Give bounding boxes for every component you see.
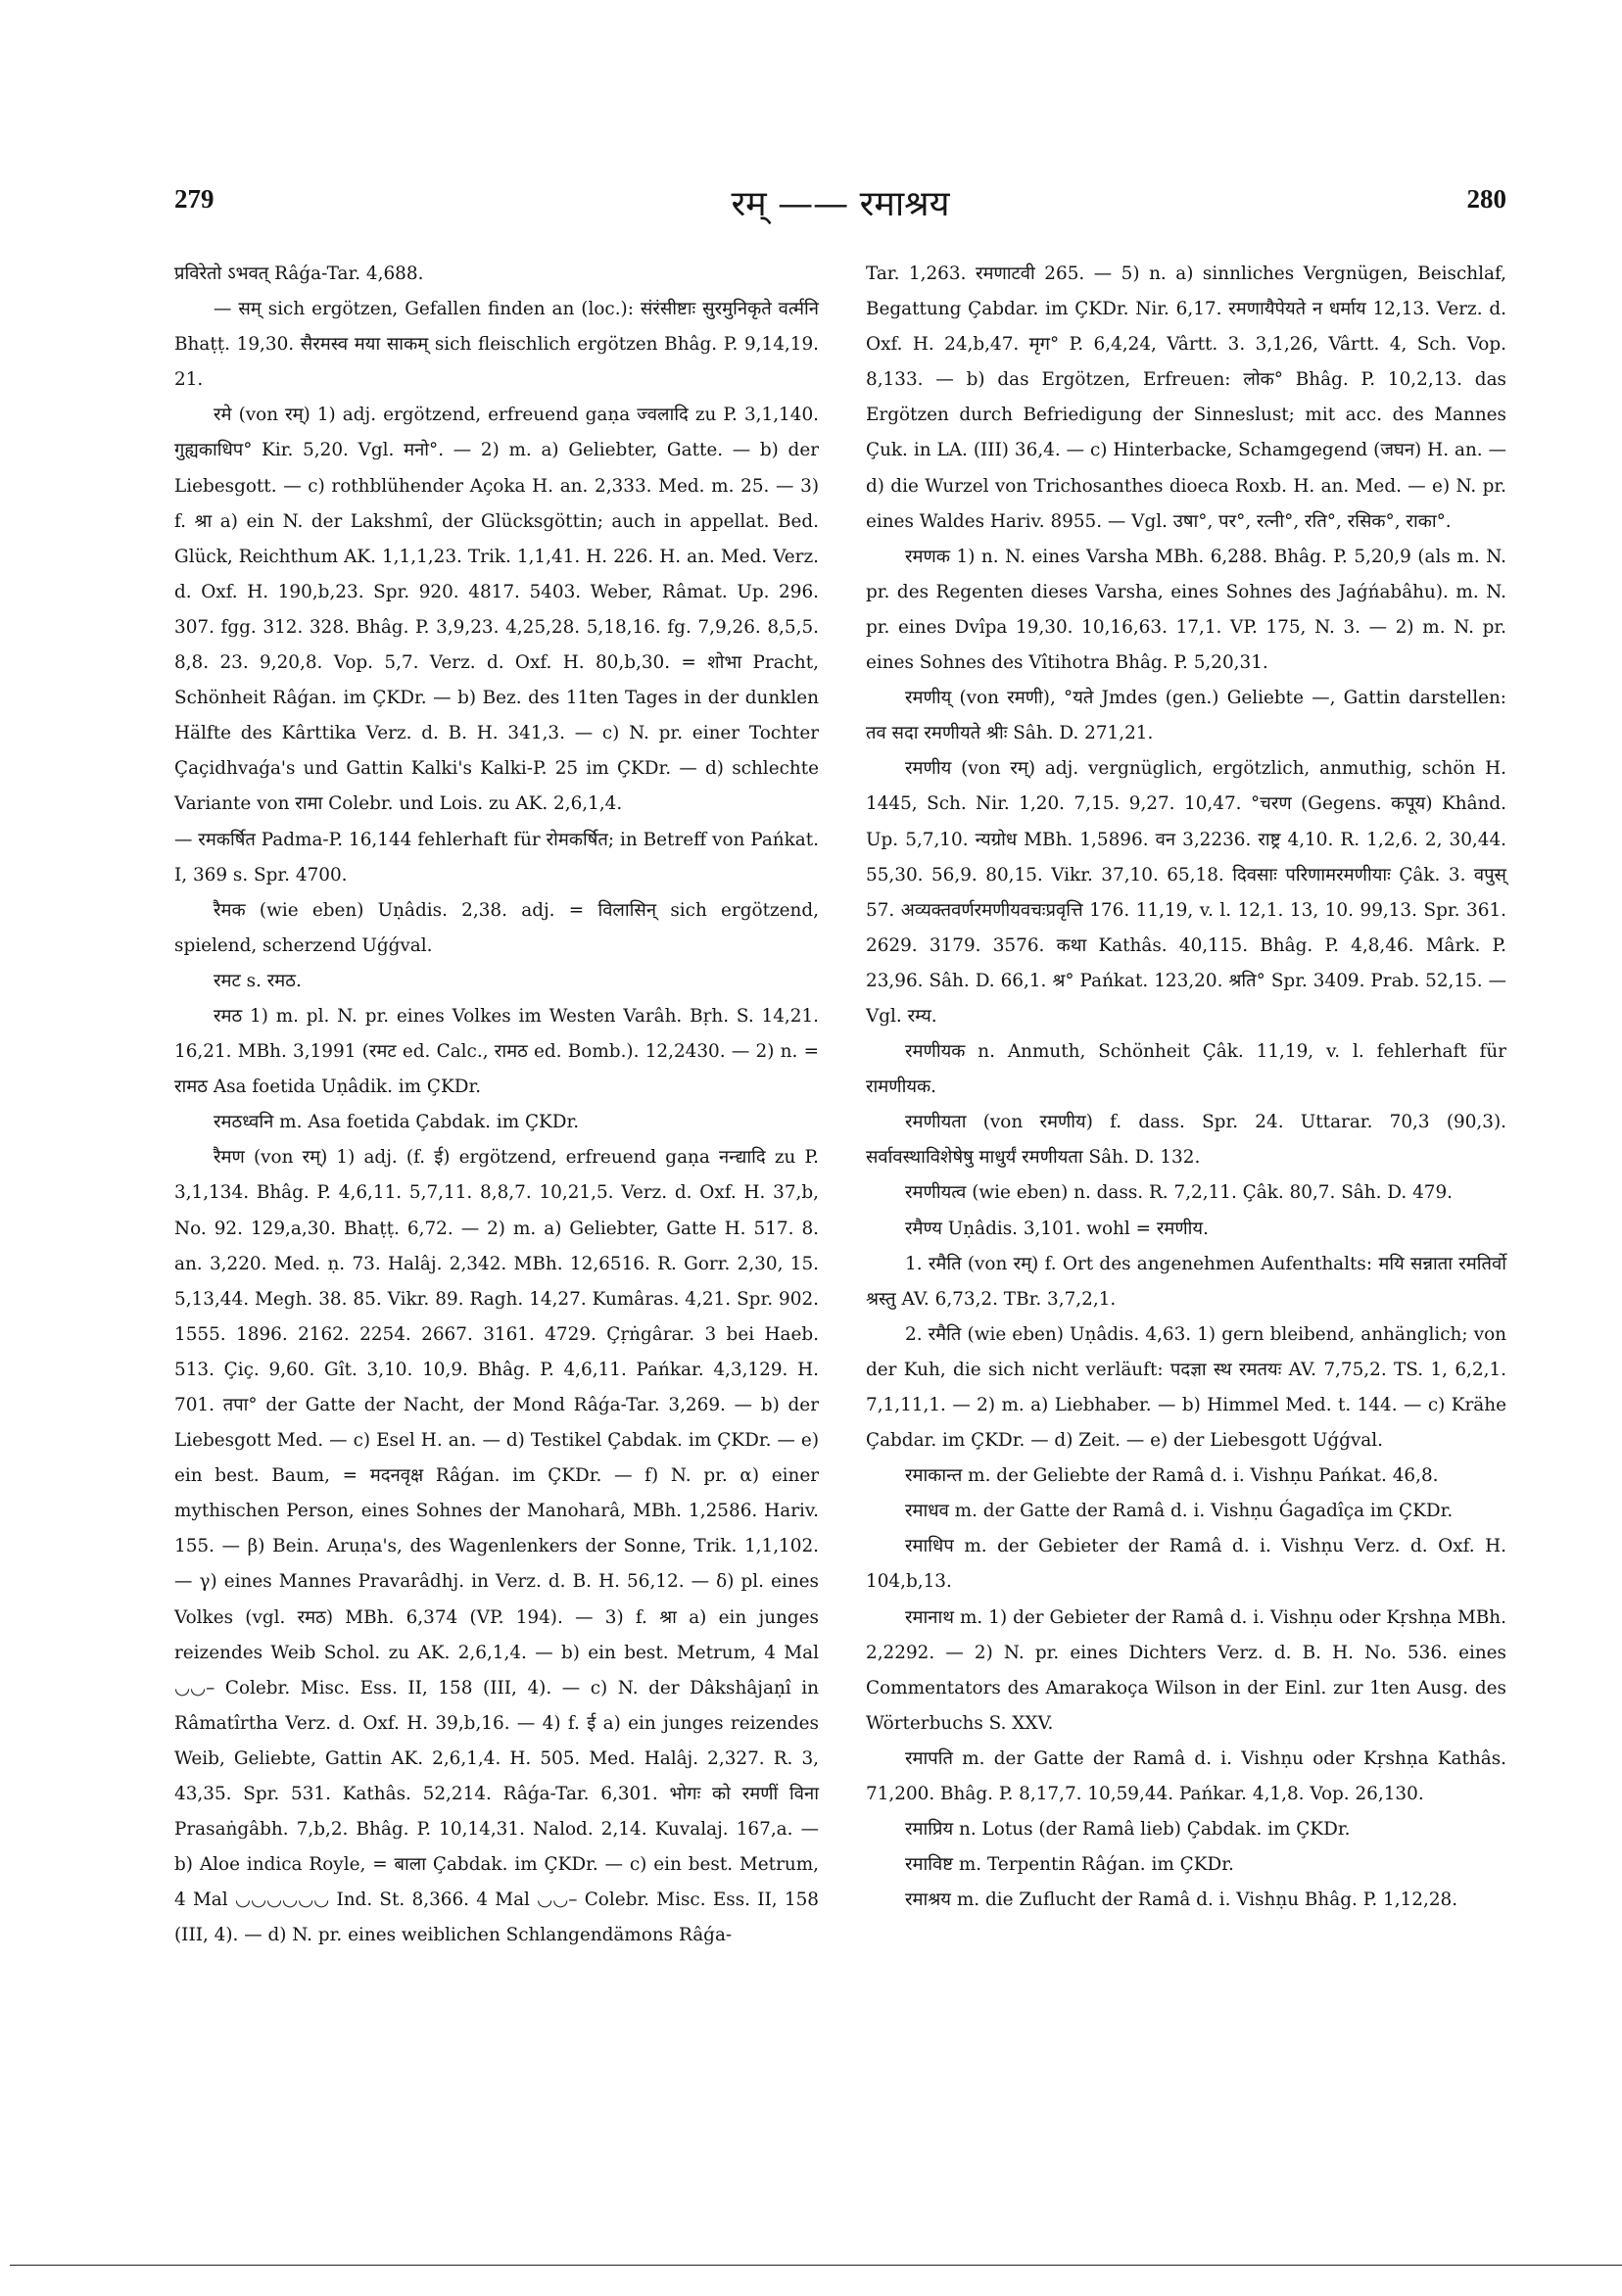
entry: रमणीय् (von रमणी), °यते Jmdes (gen.) Geliebte —, Gattin darstellen: तव सदा रमणीयते श्रीः Sâh. D. 271,21. — [866, 688, 1506, 744]
entry: — रमकर्षित Padma-P. 16,144 fehlerhaft für रोमकर्षित; in Betreff von Pańkat. I, 369 s. Spr. 4700. — [174, 829, 819, 885]
entry: Tar. 1,263. रमणाटवी 265. — 5) n. a) sinnliches Vergnügen, Beischlaf, Begattung Çabdar. im ÇKDr. Nir. 6,17. रमणायैपेयते न धर्माय 12,13. Verz. d. Oxf. H. 24,b,47. मृग° P. 6,4,24, Vârtt. 3. 3,1,26, Vârtt. 4, Sch. Vop. 8,133. — b) das Ergötzen, Erfreuen: लोक° Bhâg. P. 10,2,13. das Ergötzen durch Befriedigung der Sinneslust; mit acc. des Mannes Çuk. in LA. (III) 36,4. — c) Hinterbacke, Schamgegend (जघन) H. an. — d) die Wurzel von Trichosanthes dioeca Roxb. H. an. Med. — e) N. pr. eines Waldes Hariv. 8955. — Vgl. उषा°, पर°, रत्नी°, रति°, रसिक°, राका°. — [866, 263, 1506, 532]
entry: 2. रमैति (wie eben) Uṇâdis. 4,63. 1) gern bleibend, anhänglich; von der Kuh, die sich nicht verläuft: पदज्ञा स्थ रमतयः AV. 7,75,2. TS. 1, 6,2,1. 7,1,11,1. — 2) m. a) Liebhaber. — b) Himmel Med. t. 144. — c) Krähe Çabdar. im ÇKDr. — d) Zeit. — e) der Liebesgott Uǵǵval. — [866, 1323, 1506, 1452]
right-page-number: 280 — [1466, 184, 1506, 214]
entry: रमाधव m. der Gatte der Ramâ d. i. Vishṇu Ǵagadîça im ÇKDr. — [905, 1501, 1454, 1522]
entry: रमठध्वनि m. Asa foetida Çabdak. im ÇKDr. — [214, 1112, 580, 1133]
entry: रमणीयक n. Anmuth, Schönheit Çâk. 11,19, v. l. fehlerhaft für रामणीयक. — [866, 1041, 1506, 1098]
entry: रमाप्रिय n. Lotus (der Ramâ lieb) Çabdak. im ÇKDr. — [905, 1819, 1351, 1841]
entry: रैमण (von रम्) 1) adj. (f. ई) ergötzend, erfreuend gaṇa नन्द्यादि zu P. 3,1,134. Bhâg. P. 4,6,11. 5,7,11. 8,8,7. 10,21,5. Verz. d. Oxf. H. 37,b, No. 92. 129,a,30. Bhaṭṭ. 6,72. — 2) m. a) Geliebter, Gatte H. 517. 8. an. 3,220. Med. ṇ. 73. Halâj. 2,342. MBh. 12,6516. R. Gorr. 2,30, 15. 5,13,44. Megh. 38. 85. Vikr. 89. Ragh. 14,27. Kumâras. 4,21. Spr. 902. 1555. 1896. 2162. 2254. 2667. 3161. 4729. Çṛṅgârar. 3 bei Haeb. 513. Çiç. 9,60. Gît. 3,10. 10,9. Bhâg. P. 4,6,11. Pańkar. 4,3,129. H. 701. तपा° der Gatte der Nacht, der Mond Râǵa-Tar. 3,269. — b) der Liebesgott Med. — c) Esel H. an. — d) Testikel Çabdak. im ÇKDr. — e) ein best. Baum, = मदनवृक्ष Râǵan. im ÇKDr. — f) N. pr. α) einer mythischen Person, eines Sohnes der Manoharâ, MBh. 1,2586. Hariv. 155. — β) Bein. Aruṇa's, des Wagenlenkers der Sonne, Trik. 1,1,102. — γ) eines Mannes Pravarâdhj. in Verz. d. B. H. 56,12. — δ) pl. eines Volkes (vgl. रमठ) MBh. 6,374 (VP. 194). — 3) f. श्रा a) ein junges reizendes Weib Schol. zu AK. 2,6,1,4. — b) ein best. Metrum, 4 Mal ◡◡– Colebr. Misc. Ess. II, 158 (III, 4). — c) N. der Dâkshâjaṇî in Râmatîrtha Verz. d. Oxf. H. 39,b,16. — 4) f. ई a) ein junges reizendes Weib, Geliebte, Gattin AK. 2,6,1,4. H. 505. Med. Halâj. 2,327. R. 3, 43,35. Spr. 531. Kathâs. 52,214. Râǵa-Tar. 6,301. भोगः को रमणीं विना Prasaṅgâbh. 7,b,2. Bhâg. P. 10,14,31. Nalod. 2,14. Kuvalaj. 167,a. — b) Aloe indica Royle, = बाला Çabdak. im ÇKDr. — c) ein best. Metrum, 4 Mal ◡◡◡◡◡◡ Ind. St. 8,366. 4 Mal ◡◡– Colebr. Misc. Ess. II, 158 (III, 4). — d) N. pr. eines weiblichen Schlangendämons Râǵa- — [174, 1147, 819, 1946]
entry: रमणक 1) n. N. eines Varsha MBh. 6,288. Bhâg. P. 5,20,9 (als m. N. pr. des Regenten dieses Varsha, eines Sohnes des Jaǵńabâhu). m. N. pr. eines Dvîpa 19,30. 10,16,63. 17,1. VP. 175, N. 3. — 2) m. N. pr. eines Sohnes des Vîtihotra Bhâg. P. 5,20,31. — [866, 546, 1506, 674]
entry: रमणीय (von रम्) adj. vergnüglich, ergötzlich, anmuthig, schön H. 1445, Sch. Nir. 1,20. 7,15. 9,27. 10,47. °चरण (Gegens. कपूय) Khând. Up. 5,7,10. न्यग्रोध MBh. 1,5896. वन 3,2236. राष्ट्र 4,10. R. 1,2,6. 2, 30,44. 55,30. 56,9. 80,15. Vikr. 37,10. 65,18. दिवसाः परिणामरमणीयाः Çâk. 3. वपुस् 57. अव्यक्तवर्णरमणीयवचःप्रवृत्ति 176. 11,19, v. l. 12,1. 13, 10. 99,13. Spr. 361. 2629. 3179. 3576. कथा Kathâs. 40,115. Bhâg. P. 4,8,46. Mârk. P. 23,96. Sâh. D. 66,1. श्र° Pańkat. 123,20. श्रति° Spr. 3409. Prab. 52,15. — Vgl. रम्य. — [866, 758, 1506, 1027]
page-header — [174, 184, 1506, 233]
entry: रमठ 1) m. pl. N. pr. eines Volkes im Westen Varâh. Bṛh. S. 14,21. 16,21. MBh. 3,1991 (रमट ed. Calc., रामठ ed. Bomb.). 12,2430. — 2) n. = रामठ Asa foetida Uṇâdik. im ÇKDr. — [174, 1005, 819, 1098]
entry: रमाधिप m. der Gebieter der Ramâ d. i. Vishṇu Verz. d. Oxf. H. 104,b,13. — [866, 1536, 1506, 1593]
entry: रमाकान्त m. der Geliebte der Ramâ d. i. Vishṇu Pańkat. 46,8. — [905, 1465, 1439, 1487]
headword-range: रम् —— रमाश्रय — [731, 184, 950, 224]
entry: रमणीयता (von रमणीय) f. dass. Spr. 24. Uttarar. 70,3 (90,3). सर्वावस्थाविशेषेषु माधुर्यं रमणीयता Sâh. D. 132. — [866, 1112, 1506, 1169]
entry: — सम् sich ergötzen, Gefallen finden an (loc.): संरंसीष्टाः सुरमुनिकृते वर्त्मनि Bhaṭṭ. 19,30. सैरमस्व मया साकम् sich fleischlich ergötzen Bhâg. P. 9,14,19. 21. — [174, 299, 819, 391]
entry: 1. रमैति (von रम्) f. Ort des angenehmen Aufenthalts: मयि सन्नाता रमतिर्वो श्रस्तु AV. 6,73,2. TBr. 3,7,2,1. — [866, 1253, 1506, 1310]
entry: रमापति m. der Gatte der Ramâ d. i. Vishṇu oder Kṛshṇa Kathâs. 71,200. Bhâg. P. 8,17,7. 10,59,44. Pańkar. 4,1,8. Vop. 26,130. — [866, 1747, 1506, 1805]
entry: प्रविरेतो ऽभवत् Râǵa-Tar. 4,688. — [174, 263, 424, 284]
entry: रमट s. रमठ. — [214, 970, 302, 991]
left-column — [174, 257, 819, 1954]
entry: रमैण्य Uṇâdis. 3,101. wohl = रमणीय. — [905, 1218, 1209, 1239]
right-column — [866, 257, 1506, 1918]
entry: रमे (von रम्) 1) adj. ergötzend, erfreuend gaṇa ज्वलादि zu P. 3,1,140. गुह्यकाधिप° Kir. 5,20. Vgl. मनो°. — 2) m. a) Geliebter, Gatte. — b) der Liebesgott. — c) rothblühender Açoka H. an. 2,333. Med. m. 25. — 3) f. श्रा a) ein N. der Lakshmî, der Glücksgöttin; auch in appellat. Bed. Glück, Reichthum AK. 1,1,1,23. Trik. 1,1,41. H. 226. H. an. Med. Verz. d. Oxf. H. 190,b,23. Spr. 920. 4817. 5403. Weber, Râmat. Up. 296. 307. fgg. 312. 328. Bhâg. P. 3,9,23. 4,25,28. 5,18,16. fg. 7,9,26. 8,5,5. 8,8. 23. 9,20,8. Vop. 5,7. Verz. d. Oxf. H. 80,b,30. = शोभा Pracht, Schönheit Râǵan. im ÇKDr. — b) Bez. des 11ten Tages in der dunklen Hälfte des Kârttika Verz. d. B. H. 341,3. — c) N. pr. einer Tochter Çaçidhvaǵa's und Gattin Kalki's Kalki-P. 25 im ÇKDr. — d) schlechte Variante von रामा Colebr. und Lois. zu AK. 2,6,1,4. — [174, 405, 819, 815]
entry: रैमक (wie eben) Uṇâdis. 2,38. adj. = विलासिन् sich ergötzend, spielend, scherzend Uǵǵval. — [174, 899, 819, 956]
entry: रमाश्रय m. die Zuflucht der Ramâ d. i. Vishṇu Bhâg. P. 1,12,28. — [905, 1889, 1458, 1911]
entry: रमणीयत्व (wie eben) n. dass. R. 7,2,11. Çâk. 80,7. Sâh. D. 479. — [905, 1182, 1454, 1204]
left-page-number: 279 — [174, 184, 215, 214]
footer-rule — [10, 2265, 1622, 2266]
entry: रमानाथ m. 1) der Gebieter der Ramâ d. i. Vishṇu oder Kṛshṇa MBh. 2,2292. — 2) N. pr. eines Dichters Verz. d. B. H. No. 536. eines Commentators des Amarakoça Wilson in der Einl. zur 1ten Ausg. des Wörterbuchs S. XXV. — [866, 1606, 1506, 1734]
entry: रमाविष्ट m. Terpentin Râǵan. im ÇKDr. — [905, 1854, 1234, 1876]
